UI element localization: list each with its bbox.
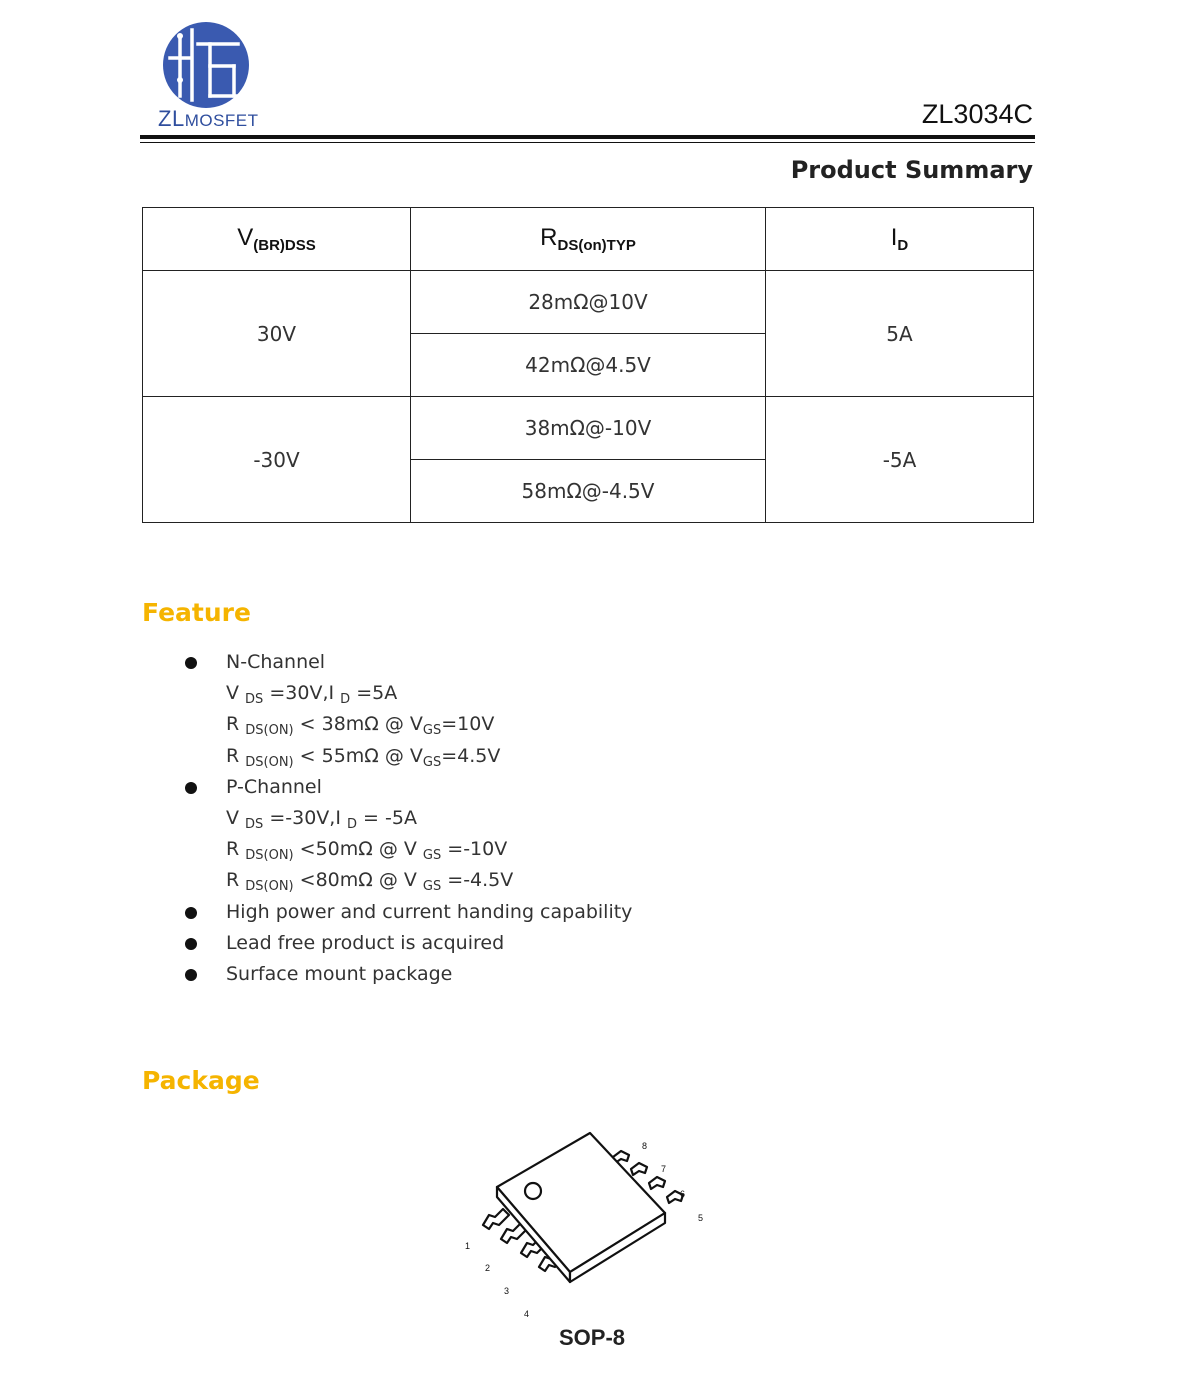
sop8-package-drawing	[455, 1127, 725, 1337]
cell-rds: 38mΩ@-10V	[411, 397, 766, 460]
pin-label: 4	[524, 1309, 530, 1319]
bullet-icon	[185, 782, 197, 794]
feature-list	[180, 647, 880, 990]
pin-label: 3	[504, 1286, 510, 1296]
pin-label: 2	[485, 1263, 491, 1273]
header-rule-thin	[140, 142, 1035, 143]
product-summary-title: Product Summary	[790, 156, 1033, 184]
cell-id: -5A	[766, 397, 1034, 523]
spec-line: V $_{DS}$ =-30V,I $_D$ = -5A	[226, 806, 417, 832]
cell-rds: 42mΩ@4.5V	[411, 334, 766, 397]
cell-vbrdss: 30V	[143, 271, 411, 397]
bullet-icon	[185, 969, 197, 981]
pin-label: 8	[642, 1141, 648, 1151]
spec-line: V $_{DS}$ =30V,I $_D$ =5A	[226, 682, 398, 708]
list-item: Surface mount package	[180, 959, 880, 990]
spec-line: R $_{DS(ON)}$ < 55mΩ @ $V_{GS}=4.5V$	[226, 744, 501, 770]
part-number: ZL3034C	[921, 99, 1033, 129]
table-row	[143, 397, 1034, 460]
spec-line: R $_{DS(ON)}$ <80mΩ @ V $_{GS}$ =-4.5V	[226, 869, 514, 895]
cell-vbrdss: -30V	[143, 397, 411, 523]
product-summary-table	[142, 207, 1034, 523]
list-item: P-Channel	[180, 772, 880, 803]
feature-title: Feature	[142, 598, 251, 627]
spec-line: R $_{DS(ON)}$ < 38mΩ @ $V_{GS}=10V$	[226, 713, 495, 739]
header-rule-thick	[140, 135, 1035, 139]
list-item: High power and current handing capability	[180, 897, 880, 928]
cell-rds: 58mΩ@-4.5V	[411, 460, 766, 523]
pin-label: 1	[465, 1241, 471, 1251]
list-item: Lead free product is acquired	[180, 928, 880, 959]
pin-label: 5	[698, 1213, 704, 1223]
list-item: N-Channel	[180, 647, 880, 678]
header-id: $I_D$	[766, 208, 1034, 271]
package-name: SOP-8	[559, 1325, 626, 1350]
logo-text: ZLMOSFET	[158, 106, 259, 131]
header-vbrdss: $V_{(BR)DSS}$	[143, 208, 411, 271]
bullet-icon	[185, 938, 197, 950]
table-header-row	[143, 208, 1034, 271]
bullet-icon	[185, 907, 197, 919]
pin-label: 7	[661, 1164, 667, 1174]
header-rdson: $R_{DS(on)TYP}$	[411, 208, 766, 271]
pin-label: 6	[680, 1189, 686, 1199]
spec-line: R $_{DS(ON)}$ <50mΩ @ V $_{GS}$ =-10V	[226, 838, 508, 864]
bullet-icon	[185, 657, 197, 669]
package-title: Package	[142, 1066, 260, 1095]
cell-id: 5A	[766, 271, 1034, 397]
table-row	[143, 271, 1034, 334]
cell-rds: 28mΩ@10V	[411, 271, 766, 334]
